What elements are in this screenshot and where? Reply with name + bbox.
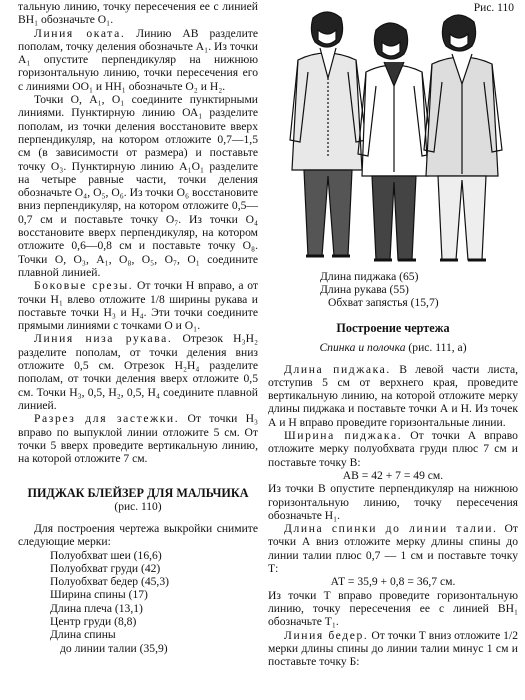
paragraph-jacket-length bbox=[268, 363, 518, 429]
measure-item: Длина плеча (13,1) bbox=[50, 601, 143, 615]
boy-figure-middle bbox=[358, 23, 432, 260]
paragraph-heading: Длина спинки до линии талии. bbox=[284, 522, 498, 536]
paragraph-heading: Линия низа рукава. bbox=[34, 332, 173, 346]
figure-110 bbox=[268, 0, 518, 270]
boy-figure-right bbox=[424, 15, 502, 260]
paragraph-points: Точки О, А₁, О₁ соедините пунктирными линиями. Пунктирную линию ОА₁ разделите пополам, из точки деления восстановите вверх перпендикуляр, на котором отложите 0,7—1,5 см (в зависимости от размера) и поставьте точку О₃. Пунктирную линию А₁О₁ разделите на четыре равные части, точки деления обозначьте О₄, О₅, О₆. Из точки О₆ восстановите вниз перпендикуляр, на котором отложите 0,5—0,7 см и поставьте точку О₇. Из точки О₄ восстановите вверх перпендикуляр, на котором отложите 0,6—0,8 см и поставьте точку О₈. Точки О, О₃, А₁, О₈, О₅, О₇, О₁ соедините плавной линией. bbox=[18, 93, 258, 279]
paragraph-heading: Линия оката. bbox=[34, 26, 126, 40]
paragraph-heading: Ширина пиджака. bbox=[284, 429, 403, 443]
measure-item: Полуобхват груди (42) bbox=[50, 561, 161, 575]
paragraph-jacket-width bbox=[268, 429, 518, 469]
paragraph-text: От точки Т вниз отложите 1/2 мерки длины спины до линии талии минус 1 см и поставьте точку Б: bbox=[268, 628, 518, 669]
equation: АТ = 35,9 + 0,8 = 36,7 см. bbox=[330, 575, 456, 589]
paragraph-heading: Длина пиджака. bbox=[284, 362, 391, 376]
paragraph-heading: Боковые срезы. bbox=[34, 279, 134, 293]
paragraph-text: От точки Н₃ вправо по выпуклой линии отложите 5 см. От точки 5 вверх проведите вертикальную линию, на которой отложите 7 см. bbox=[18, 412, 258, 466]
figure-label: Рис. 110 bbox=[473, 2, 514, 14]
paragraph-sleeve-hem bbox=[18, 332, 258, 412]
paragraph-text: От точки А вниз отложите мерку длины спины до линии талии плюс 0,7 — 1 см и поставьте точку Т: bbox=[268, 522, 518, 576]
paragraph-horizontal-line: Из точки Т вправо проведите горизонтальную линию, точку пересечения ее с линией ВН₁ обозначьте Т₁. bbox=[268, 588, 518, 629]
paragraph-heading: Разрез для застежки. bbox=[34, 412, 180, 426]
boys-blazer-illustration bbox=[268, 0, 518, 270]
caption-line: Длина рукава (55) bbox=[320, 283, 409, 297]
caption-line: Обхват запястья (15,7) bbox=[328, 296, 439, 310]
construction-subheading bbox=[268, 341, 518, 354]
measure-item: Центр груди (8,8) bbox=[50, 615, 137, 629]
paragraph-side-cuts bbox=[18, 279, 258, 332]
equation: АВ = 42 + 7 = 49 см. bbox=[342, 468, 444, 482]
paragraph-text: Линию АВ разделите пополам, точку деления обозначьте А₁. Из точки А₁ опустите перпендикуляр на нижнюю горизонтальную линию, точки пересечения его с линиями ОО₁ и НН₁ обозначьте О₂ и Н₂. bbox=[18, 26, 259, 93]
measure-item: Длина спины bbox=[50, 628, 116, 642]
figure-caption bbox=[320, 270, 439, 310]
paragraph-heading: Линия бедер. bbox=[284, 628, 369, 642]
section-figure-ref: (рис. 110) bbox=[114, 500, 162, 513]
measurements-intro: Для построения чертежа выкройки снимите следующие мерки: bbox=[18, 521, 258, 549]
measure-item: Полуобхват шеи (16,6) bbox=[50, 548, 162, 562]
measure-item: Ширина спины (17) bbox=[50, 588, 148, 602]
measure-item: Полуобхват бедер (45,3) bbox=[50, 575, 169, 589]
measure-item: до линии талии (35,9) bbox=[60, 641, 168, 655]
paragraph-hip-line bbox=[268, 629, 518, 669]
paragraph-fastener-slit bbox=[18, 412, 258, 465]
paragraph-sleeve-cap-line bbox=[18, 27, 258, 93]
paragraph-perpendicular: Из точки В опустите перпендикуляр на нижнюю горизонтальную линию, точку пересечения обозначьте Н₁. bbox=[268, 482, 518, 522]
paragraph-text: Отрезок Н₃Н₂ разделите пополам, от точки деления вниз отложите 0,5 см. Отрезок Н₂Н₄ разделите пополам, от точки деления вверх отложите 0,5 см. Точки Н₃, 0,5, Н₂, 0,5, Н₄ соедините плавной линией. bbox=[18, 332, 258, 412]
paragraph-back-length bbox=[268, 522, 518, 575]
paragraph-text: От точки Н вправо, а от точки Н₁ влево отложите 1/8 ширины рукава и поставьте точки Н₃ и Н₄. Эти точки соедините прямыми линиями с точками О и О₁. bbox=[18, 279, 258, 333]
subheading-text: Спинка и полочка bbox=[319, 341, 406, 355]
construction-heading: Построение чертежа bbox=[336, 321, 450, 335]
measurements-list bbox=[18, 549, 258, 655]
paragraph-text: От точки А вправо отложите мерку полуобхвата груди плюс 7 см и поставьте точку В: bbox=[268, 429, 518, 469]
left-column bbox=[18, 0, 258, 655]
paragraph-continuation: тальную линию, точку пересечения ее с линией ВН₁ обозначьте О₁. bbox=[18, 0, 258, 27]
right-column bbox=[268, 322, 518, 668]
caption-line: Длина пиджака (65) bbox=[320, 270, 419, 283]
subheading-ref: (рис. 111, а) bbox=[405, 341, 467, 355]
paragraph-text: В левой части листа, отступив 5 см от верхнего края, проведите вертикальную линию, на которой отложите мерку длины пиджака и поставьте точки А и Н. Из точек А и Н вправо проведите горизонтальные линии. bbox=[268, 362, 518, 429]
section-title: ПИДЖАК БЛЕЙЗЕР ДЛЯ МАЛЬЧИКА bbox=[27, 486, 249, 501]
boy-figure-left bbox=[290, 12, 366, 256]
